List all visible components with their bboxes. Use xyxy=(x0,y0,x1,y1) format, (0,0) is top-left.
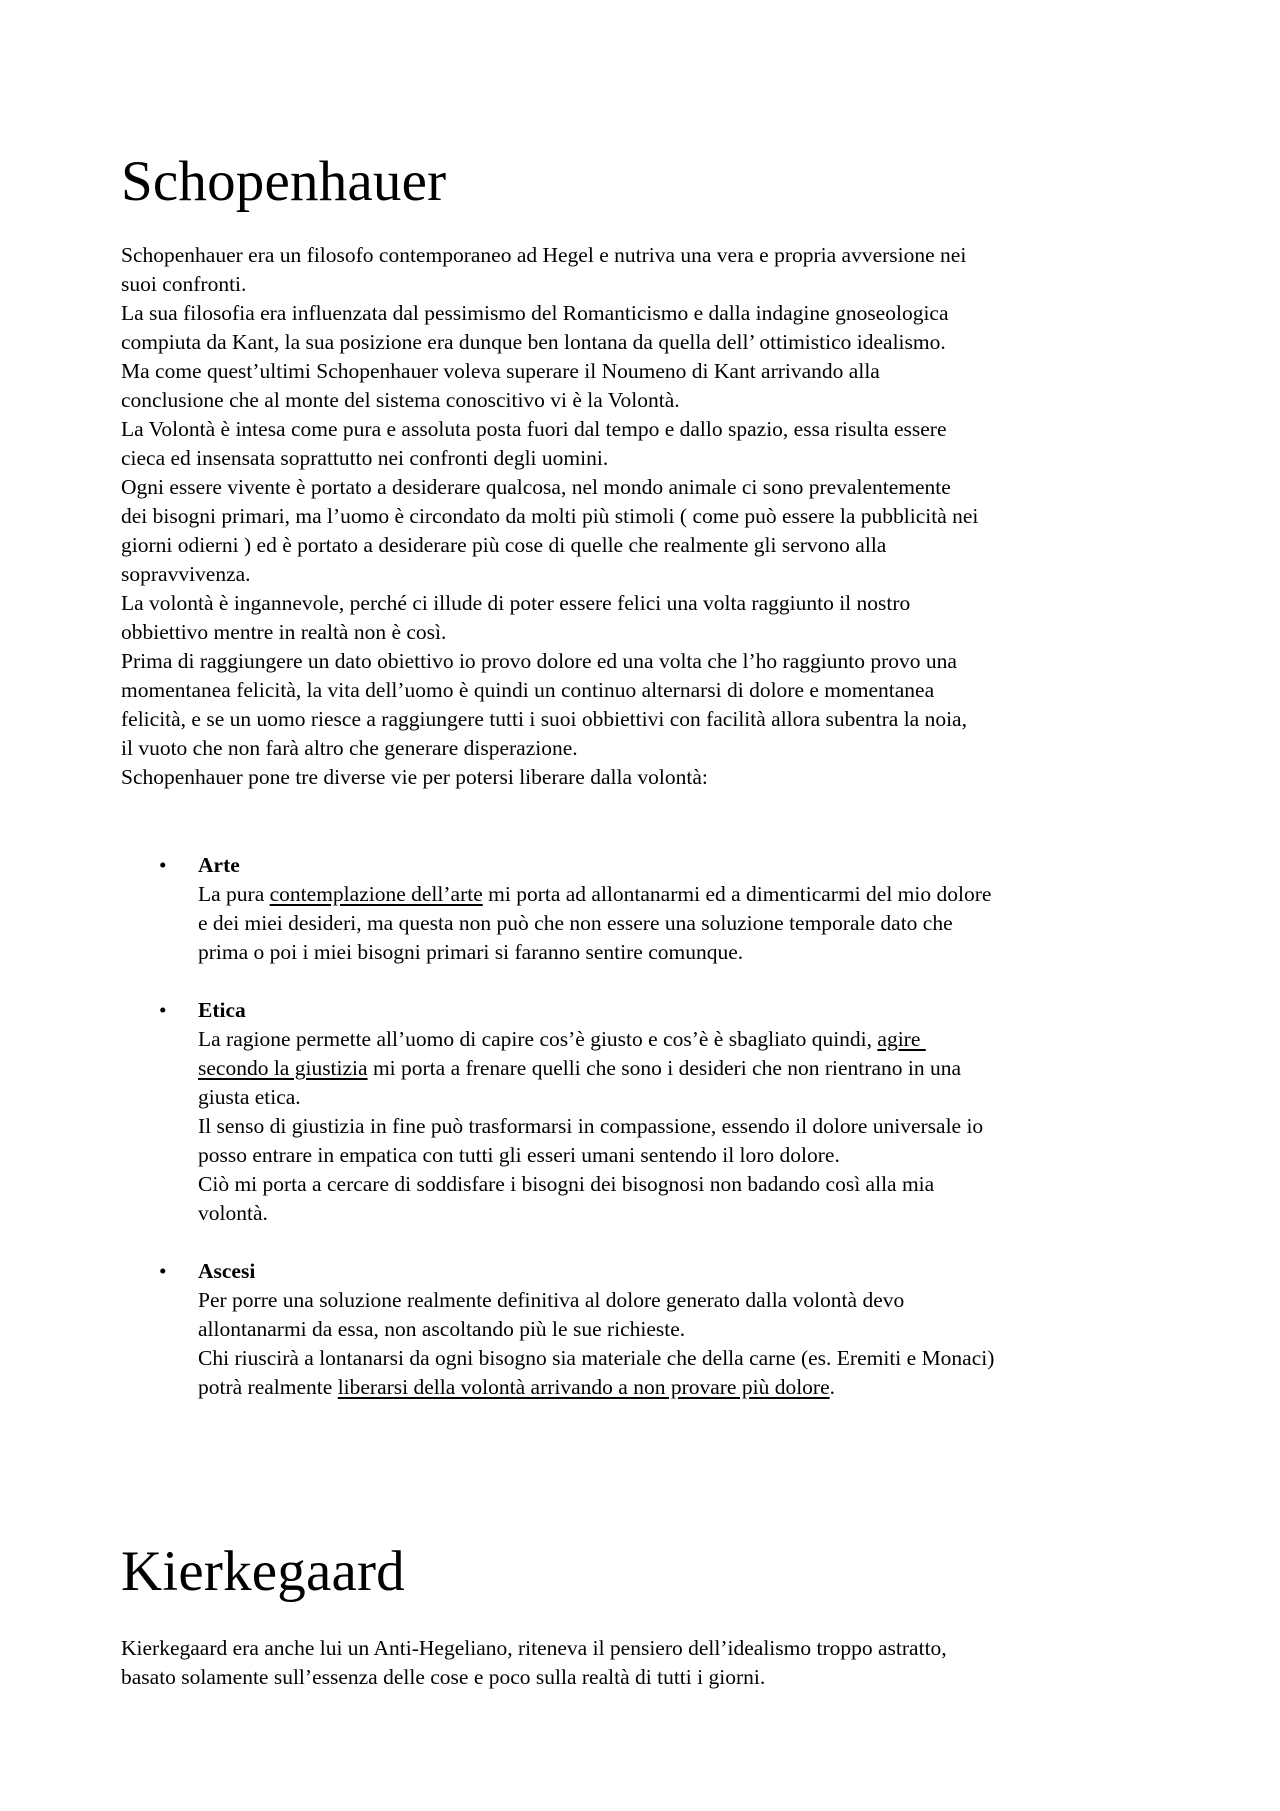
bullet-title: Ascesi xyxy=(198,1259,256,1283)
bullet-item-arte xyxy=(121,851,1181,967)
text-line: prima o poi i miei bisogni primari si faranno sentire comunque. xyxy=(198,940,744,964)
section-schopenhauer xyxy=(121,150,1171,792)
kierkegaard-paragraph xyxy=(121,1634,1171,1692)
text-line xyxy=(198,1025,1181,1054)
text-line: il vuoto che non farà altro che generare disperazione. xyxy=(121,736,578,760)
text-line xyxy=(198,880,1181,909)
bullet-marker: • xyxy=(159,1259,167,1283)
text-span: potrà realmente xyxy=(198,1375,338,1399)
text-line: Schopenhauer pone tre diverse vie per potersi liberare dalla volontà: xyxy=(121,765,708,789)
text-line: Il senso di giustizia in fine può trasformarsi in compassione, essendo il dolore universale io xyxy=(198,1114,984,1138)
underlined-text: liberarsi della volontà arrivando a non provare più dolore xyxy=(337,1375,830,1399)
text-line: La sua filosofia era influenzata dal pessimismo del Romanticismo e dalla indagine gnoseologica xyxy=(121,301,949,325)
text-span: . xyxy=(829,1375,836,1399)
bullet-marker: • xyxy=(159,998,167,1022)
text-line: obbiettivo mentre in realtà non è così. xyxy=(121,620,447,644)
bullet-marker: • xyxy=(159,853,167,877)
underlined-text: secondo la giustizia xyxy=(198,1056,368,1080)
text-line: posso entrare in empatica con tutti gli esseri umani sentendo il loro dolore. xyxy=(198,1143,840,1167)
text-line: dei bisogni primari, ma l’uomo è circondato da molti più stimoli ( come può essere la pubblicità nei xyxy=(121,504,979,528)
bullet-item-etica xyxy=(121,996,1181,1228)
text-line: Ciò mi porta a cercare di soddisfare i bisogni dei bisognosi non badando così alla mia xyxy=(198,1172,935,1196)
heading-schopenhauer: Schopenhauer xyxy=(121,150,447,213)
text-line: Per porre una soluzione realmente definitiva al dolore generato dalla volontà devo xyxy=(198,1288,905,1312)
text-line: e dei miei desideri, ma questa non può che non essere una soluzione temporale dato che xyxy=(198,911,953,935)
text-line: basato solamente sull’essenza delle cose e poco sulla realtà di tutti i giorni. xyxy=(121,1665,766,1689)
underlined-text: contemplazione dell’arte xyxy=(269,882,483,906)
text-line: Ma come quest’ultimi Schopenhauer voleva superare il Noumeno di Kant arrivando alla xyxy=(121,359,880,383)
text-line: Chi riuscirà a lontanarsi da ogni bisogno sia materiale che della carne (es. Eremiti e Monaci) xyxy=(198,1346,995,1370)
text-span: mi porta ad allontanarmi ed a dimenticarmi del mio dolore xyxy=(482,882,992,906)
text-line: La Volontà è intesa come pura e assoluta posta fuori dal tempo e dallo spazio, essa risulta essere xyxy=(121,417,947,441)
bullet-title: Arte xyxy=(198,853,240,877)
text-line: conclusione che al monte del sistema conoscitivo vi è la Volontà. xyxy=(121,388,680,412)
bullet-title: Etica xyxy=(198,998,246,1022)
text-line: momentanea felicità, la vita dell’uomo è quindi un continuo alternarsi di dolore e momentanea xyxy=(121,678,935,702)
text-line: Schopenhauer era un filosofo contemporaneo ad Hegel e nutriva una vera e propria avversione nei xyxy=(121,243,967,267)
text-line: suoi confronti. xyxy=(121,272,247,296)
bullet-list xyxy=(121,851,1181,1431)
text-span: mi porta a frenare quelli che sono i desideri che non rientrano in una xyxy=(367,1056,962,1080)
text-span: La pura xyxy=(198,882,270,906)
text-line: Ogni essere vivente è portato a desiderare qualcosa, nel mondo animale ci sono prevalentemente xyxy=(121,475,951,499)
text-line: giusta etica. xyxy=(198,1085,301,1109)
heading-kierkegaard: Kierkegaard xyxy=(121,1540,405,1603)
text-line: La volontà è ingannevole, perché ci illude di poter essere felici una volta raggiunto il nostro xyxy=(121,591,911,615)
text-span: La ragione permette all’uomo di capire cos’è giusto e cos’è è sbagliato quindi, xyxy=(198,1027,878,1051)
text-line: felicità, e se un uomo riesce a raggiungere tutti i suoi obbiettivi con facilità allora subentra la noia, xyxy=(121,707,967,731)
section-kierkegaard xyxy=(121,1540,1171,1692)
text-line: compiuta da Kant, la sua posizione era dunque ben lontana da quella dell’ ottimistico idealismo. xyxy=(121,330,946,354)
text-line xyxy=(198,1373,1181,1402)
text-line: Prima di raggiungere un dato obiettivo io provo dolore ed una volta che l’ho raggiunto provo una xyxy=(121,649,957,673)
bullet-item-ascesi xyxy=(121,1257,1181,1402)
text-line: cieca ed insensata soprattutto nei confronti degli uomini. xyxy=(121,446,609,470)
text-line: sopravvivenza. xyxy=(121,562,251,586)
intro-paragraph xyxy=(121,241,1171,792)
text-line: Kierkegaard era anche lui un Anti-Hegeliano, riteneva il pensiero dell’idealismo troppo astratto, xyxy=(121,1636,947,1660)
underlined-text: agire xyxy=(877,1027,926,1051)
text-line: giorni odierni ) ed è portato a desiderare più cose di quelle che realmente gli servono alla xyxy=(121,533,887,557)
text-line xyxy=(198,1054,1181,1083)
text-line: volontà. xyxy=(198,1201,268,1225)
text-line: allontanarmi da essa, non ascoltando più le sue richieste. xyxy=(198,1317,686,1341)
